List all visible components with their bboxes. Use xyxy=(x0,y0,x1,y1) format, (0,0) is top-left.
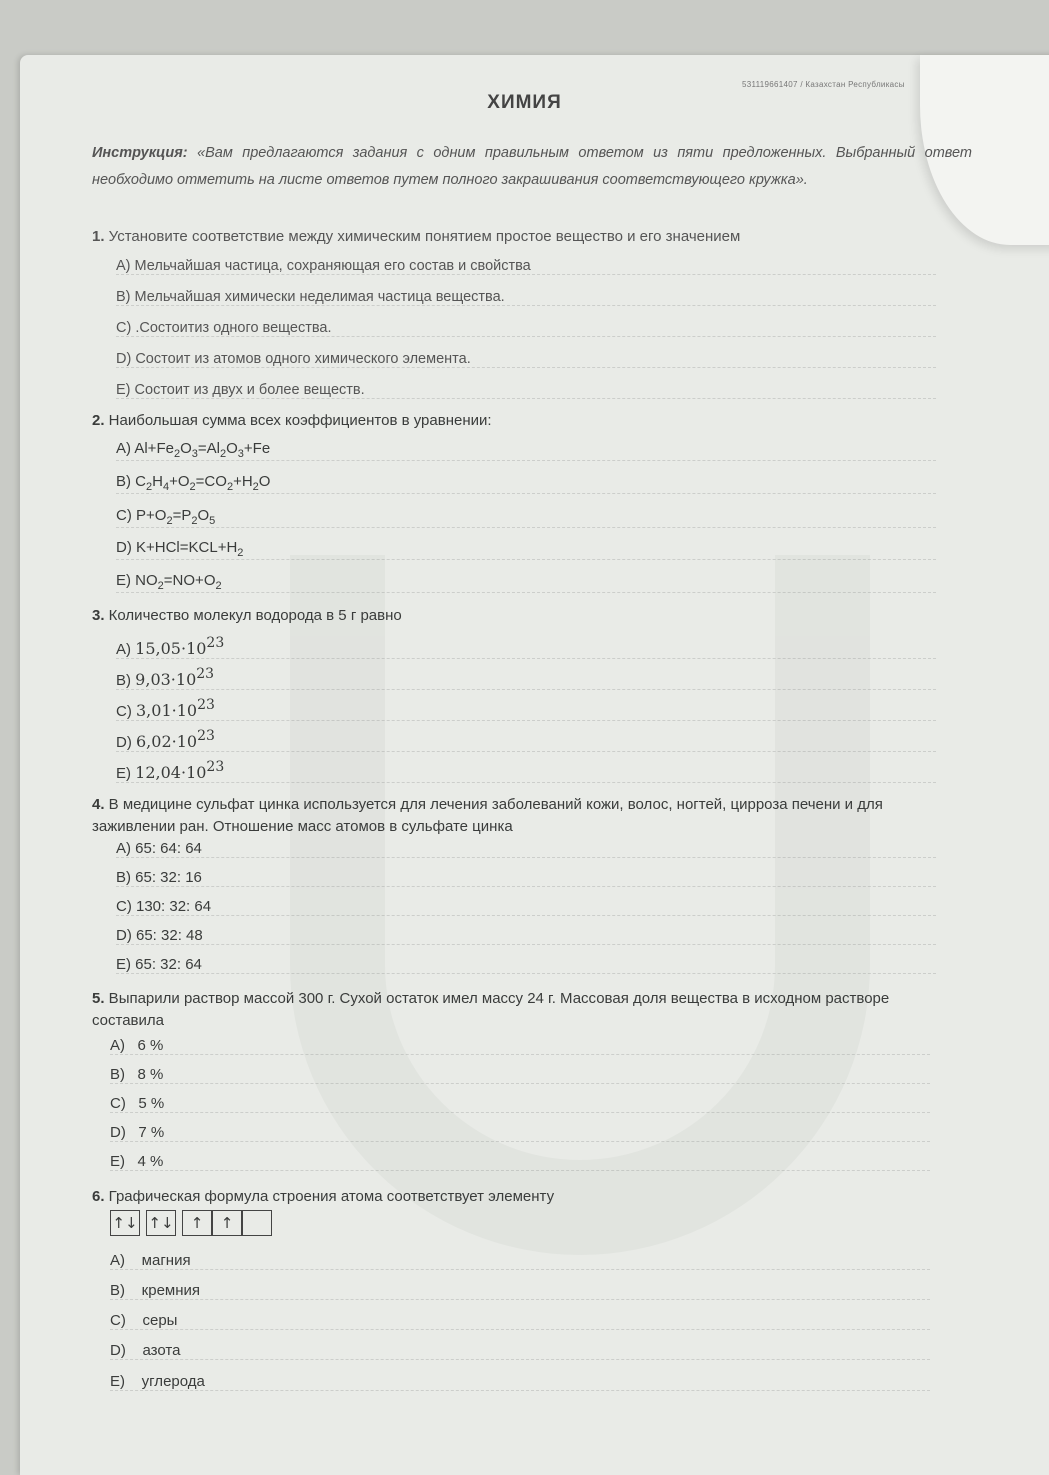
option-b: B) кремния xyxy=(110,1282,930,1300)
formula-subscript: 2 xyxy=(219,448,227,460)
number-mantissa: 3,01·10 xyxy=(136,701,198,720)
formula-text: NO xyxy=(135,572,158,589)
option-letter: D) xyxy=(116,539,136,556)
formula-subscript: 2 xyxy=(237,547,244,559)
formula-text: +H xyxy=(233,473,253,490)
formula-text: =CO xyxy=(195,473,227,490)
option-a: A) магния xyxy=(110,1252,930,1270)
orbital-cell: ↑↓ xyxy=(146,1210,176,1236)
formula-text: =Al xyxy=(197,440,220,457)
formula-subscript: 3 xyxy=(237,448,244,460)
formula-text: +Fe xyxy=(243,440,271,457)
option-letter: A) xyxy=(116,641,136,658)
number-exponent: 23 xyxy=(197,728,215,744)
instruction-label: Инструкция: xyxy=(92,145,188,161)
number-mantissa: 6,02·10 xyxy=(136,732,198,751)
header-code: 531119661407 / Казахстан Республикасы xyxy=(742,80,905,89)
option-d: D) 65: 32: 48 xyxy=(116,927,936,945)
formula-text: O xyxy=(226,440,238,457)
formula-text: =NO+O xyxy=(163,572,216,589)
option-d: D) 7 % xyxy=(110,1124,930,1142)
formula-text: =P xyxy=(172,507,192,524)
option-e: E) 4 % xyxy=(110,1153,930,1171)
question-1 xyxy=(92,226,952,398)
option-b: B) Мельчайшая химически неделимая частица вещества. xyxy=(116,289,936,306)
option-e xyxy=(116,572,936,593)
instruction-text: «Вам предлагаются задания с одним правильным ответом из пяти предложенных. Выбранный ответ необходимо отметить на листе ответов путем полного закрашивания соответствующего кружка». xyxy=(92,145,972,188)
orbital-cell: ↑↓ xyxy=(110,1210,140,1236)
option-b xyxy=(116,666,936,690)
question-text: В медицине сульфат цинка используется для лечения заболеваний кожи, волос, ногтей, цирроза печени и для заживлении ран. Отношение масс атомов в сульфате цинка xyxy=(92,796,883,835)
formula-subscript: 2 xyxy=(226,481,234,493)
option-d xyxy=(116,539,936,560)
option-d xyxy=(116,728,936,752)
question-number: 2. xyxy=(92,412,105,429)
option-c xyxy=(116,507,936,528)
formula-text: C xyxy=(135,473,147,490)
page-title: ХИМИЯ xyxy=(487,92,562,113)
option-letter: B) xyxy=(116,473,136,490)
number-exponent: 23 xyxy=(206,635,225,651)
option-e: E) Состоит из двух и более веществ. xyxy=(116,382,936,399)
number-mantissa: 9,03·10 xyxy=(135,670,197,689)
option-b xyxy=(116,473,936,494)
formula-text: Al+Fe xyxy=(134,440,174,457)
formula-subscript: 2 xyxy=(166,515,173,527)
option-e xyxy=(116,759,936,783)
option-a xyxy=(116,440,936,461)
number-exponent: 23 xyxy=(196,666,215,682)
question-number: 6. xyxy=(92,1188,105,1205)
option-c: C) серы xyxy=(110,1312,930,1330)
formula-subscript: 3 xyxy=(191,448,198,460)
question-text: Графическая формула строения атома соответствует элементу xyxy=(104,1188,555,1205)
formula-subscript: 2 xyxy=(191,515,198,527)
question-5 xyxy=(92,988,952,1170)
question-number: 4. xyxy=(92,796,105,813)
option-b: B) 8 % xyxy=(110,1066,930,1084)
formula-text: H xyxy=(152,473,163,490)
option-letter: D) xyxy=(116,734,136,751)
instruction xyxy=(92,140,972,194)
formula-subscript: 2 xyxy=(252,481,259,493)
question-number: 5. xyxy=(92,990,105,1007)
question-text: Наибольшая сумма всех коэффициентов в уравнении: xyxy=(104,412,492,429)
option-a: A) Мельчайшая частица, сохраняющая его состав и свойства xyxy=(116,258,936,275)
formula-subscript: 2 xyxy=(215,580,222,592)
option-d: D) азота xyxy=(110,1342,930,1360)
option-d: D) Состоит из атомов одного химического элемента. xyxy=(116,351,936,368)
formula-subscript: 5 xyxy=(209,515,216,527)
orbital-cell: ↑ xyxy=(212,1210,242,1236)
option-letter: E) xyxy=(116,572,136,589)
option-letter: A) xyxy=(116,440,135,457)
option-b: B) 65: 32: 16 xyxy=(116,869,936,887)
number-exponent: 23 xyxy=(197,697,215,713)
option-e: E) 65: 32: 64 xyxy=(116,956,936,974)
option-c: C) .Состоитиз одного вещества. xyxy=(116,320,936,337)
question-number: 3. xyxy=(92,607,105,624)
question-6 xyxy=(92,1186,952,1390)
option-c: C) 5 % xyxy=(110,1095,930,1113)
formula-text: +O xyxy=(169,473,190,490)
number-mantissa: 15,05·10 xyxy=(135,639,207,658)
formula-subscript: 2 xyxy=(157,580,164,592)
orbital-diagram xyxy=(110,1210,272,1238)
question-2 xyxy=(92,410,952,592)
option-letter: C) xyxy=(116,703,136,720)
formula-subscript: 2 xyxy=(146,481,153,493)
option-c xyxy=(116,697,936,721)
option-letter: E) xyxy=(116,765,136,782)
formula-text: O xyxy=(180,440,192,457)
question-text: Количество молекул водорода в 5 г равно xyxy=(104,607,402,624)
formula-text: O xyxy=(258,473,271,490)
formula-text: O xyxy=(197,507,210,524)
question-4 xyxy=(92,794,952,973)
question-text: Выпарили раствор массой 300 г. Сухой остаток имел массу 24 г. Массовая доля вещества в исходном растворе составила xyxy=(92,990,890,1029)
option-a xyxy=(116,635,936,659)
orbital-cell: ↑ xyxy=(182,1210,212,1236)
formula-text: K+HCl=KCL+H xyxy=(136,539,238,556)
option-a: A) 65: 64: 64 xyxy=(116,840,936,858)
formula-text: P+O xyxy=(136,507,167,524)
number-exponent: 23 xyxy=(206,759,225,775)
option-a: A) 6 % xyxy=(110,1037,930,1055)
formula-subscript: 2 xyxy=(173,448,181,460)
option-letter: B) xyxy=(116,672,136,689)
question-text: Установите соответствие между химическим понятием простое вещество и его значением xyxy=(104,228,741,245)
option-letter: C) xyxy=(116,507,136,524)
formula-subscript: 4 xyxy=(162,481,170,493)
option-e: E) углерода xyxy=(110,1373,930,1391)
option-c: C) 130: 32: 64 xyxy=(116,898,936,916)
question-number: 1. xyxy=(92,228,105,245)
number-mantissa: 12,04·10 xyxy=(135,763,207,782)
orbital-cell xyxy=(242,1210,272,1236)
formula-subscript: 2 xyxy=(189,481,196,493)
